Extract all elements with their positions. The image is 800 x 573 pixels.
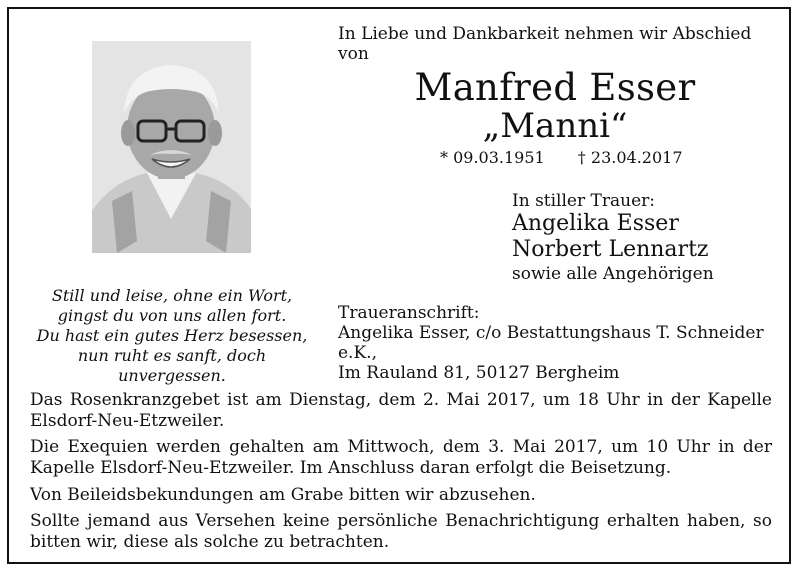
rosary-paragraph: Das Rosenkranzgebet ist am Dienstag, dem 2. Mai 2017, um 18 Uhr in der Kapelle Elsdorf-Neu-Etzweiler. — [30, 390, 772, 431]
mourner-name: Norbert Lennartz — [512, 237, 709, 262]
portrait-photo — [92, 41, 251, 253]
mourning-address — [338, 303, 778, 383]
mourner-name: Angelika Esser — [512, 211, 679, 236]
poem-line: nun ruht es sanft, doch unvergessen. — [77, 346, 267, 385]
deceased-nickname: „Manni“ — [482, 106, 628, 146]
intro-text: In Liebe und Dankbarkeit nehmen wir Abschied von — [338, 24, 752, 64]
life-dates — [440, 148, 780, 167]
portrait-illustration — [92, 41, 251, 253]
condolence-paragraph: Von Beileidsbekundungen am Grabe bitten wir abzusehen. — [30, 485, 536, 505]
deceased-name: Manfred Esser — [414, 66, 696, 109]
mourning-label: In stiller Trauer: — [512, 191, 655, 211]
poem-line: gingst du von uns allen fort. — [57, 306, 287, 325]
address-label: Traueranschrift: — [338, 303, 480, 323]
memorial-poem — [22, 286, 322, 386]
address-line: Angelika Esser, c/o Bestattungshaus T. Schneider e.K., — [338, 323, 764, 363]
death-date: † 23.04.2017 — [577, 148, 683, 167]
other-mourners: sowie alle Angehörigen — [512, 264, 714, 284]
poem-line: Still und leise, ohne ein Wort, — [51, 286, 293, 305]
birth-date: * 09.03.1951 — [440, 148, 545, 167]
notification-paragraph: Sollte jemand aus Versehen keine persönliche Benachrichtigung erhalten haben, so bitten wir, diese als solche zu betrachten. — [30, 511, 772, 552]
funeral-paragraph: Die Exequien werden gehalten am Mittwoch, dem 3. Mai 2017, um 10 Uhr in der Kapelle Elsdorf-Neu-Etzweiler. Im Anschluss daran erfolgt die Beisetzung. — [30, 437, 772, 478]
poem-line: Du hast ein gutes Herz besessen, — [36, 326, 308, 345]
address-line: Im Rauland 81, 50127 Bergheim — [338, 363, 620, 383]
